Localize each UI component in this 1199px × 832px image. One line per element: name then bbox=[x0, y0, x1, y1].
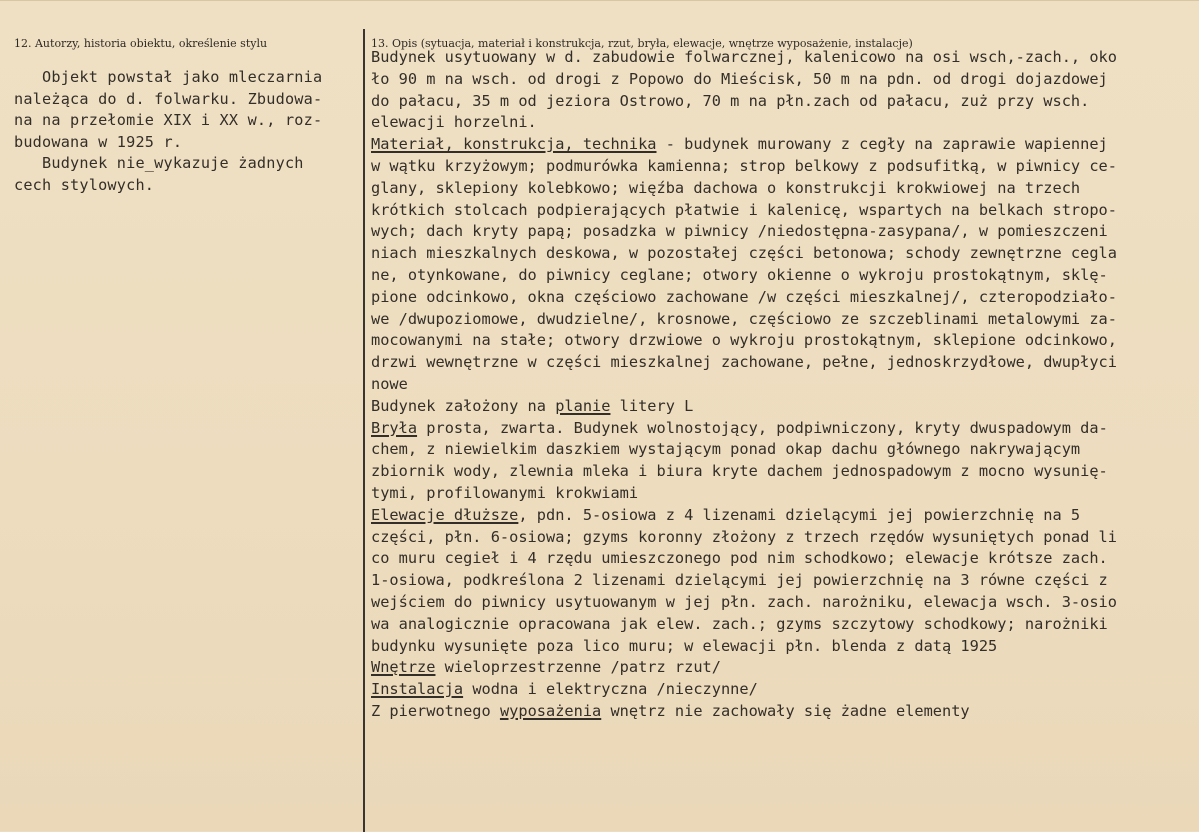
description-line bbox=[371, 287, 1199, 309]
text-segment: - budynek murowany z cegły na zaprawie wapiennej bbox=[656, 135, 1108, 154]
description-line bbox=[371, 200, 1199, 222]
description-line bbox=[371, 374, 1199, 396]
history-line: na na przełomie XIX i XX w., roz- bbox=[14, 111, 323, 129]
text-segment: Z pierwotnego bbox=[371, 701, 500, 720]
history-line: należąca do d. folwarku. Zbudowa- bbox=[14, 89, 323, 108]
underlined-heading: Wnętrze bbox=[371, 658, 436, 677]
underlined-heading: planie bbox=[555, 396, 611, 415]
description-line bbox=[371, 134, 1199, 156]
text-segment: co muru cegieł i 4 rzędu umieszczonego pod nim schodkowo; elewacje krótsze zach. bbox=[371, 549, 1108, 568]
description-line bbox=[371, 505, 1199, 527]
text-segment: budynku wysunięte poza lico muru; w elewacji płn. blenda z datą 1925 bbox=[371, 636, 998, 655]
description-line bbox=[371, 548, 1199, 570]
text-segment: pione odcinkowo, okna częściowo zachowane /w części mieszkalnej/, czteropodziało- bbox=[371, 287, 1117, 306]
description-line bbox=[371, 483, 1199, 505]
text-segment: wa analogicznie opracowana jak elew. zach.; gzyms szczytowy schodkowy; narożniki bbox=[371, 614, 1108, 633]
description-line bbox=[371, 439, 1199, 461]
description-line bbox=[371, 330, 1199, 352]
history-text bbox=[14, 67, 354, 196]
underlined-heading: Bryła bbox=[371, 418, 418, 437]
text-segment: wych; dach kryty papą; posadzka w piwnicy /niedostępna-zasypana/, w pomieszczeni bbox=[371, 222, 1108, 241]
text-segment: we /dwupoziomowe, dwudzielne/, krosnowe, częściowo ze szczeblinami metalowymi za- bbox=[371, 309, 1117, 328]
description-line bbox=[371, 418, 1199, 440]
text-segment: ło 90 m na wsch. od drogi z Popowo do Mieścisk, 50 m na pdn. od drogi dojazdowej bbox=[371, 69, 1108, 88]
history-line: budowana w 1925 r. bbox=[14, 132, 183, 151]
history-line: Budynek nie_wykazuje żadnych bbox=[14, 154, 304, 172]
description-line bbox=[371, 570, 1199, 592]
description-line bbox=[371, 657, 1199, 679]
description-line bbox=[371, 178, 1199, 200]
description-line bbox=[371, 636, 1199, 658]
text-segment: wieloprzestrzenne /patrz rzut/ bbox=[435, 658, 721, 677]
description-line bbox=[371, 679, 1199, 701]
text-segment: wnętrz nie zachowały się żadne elementy bbox=[601, 701, 970, 720]
text-segment: części, płn. 6-osiowa; gzyms koronny złożony z trzech rzędów wysuniętych ponad li bbox=[371, 527, 1117, 546]
description-line bbox=[371, 527, 1199, 549]
text-segment: zbiornik wody, zlewnia mleka i biura kryte dachem jednospadowym z mocno wysunię- bbox=[371, 462, 1108, 481]
description-line bbox=[371, 614, 1199, 636]
underlined-heading: wyposażenia bbox=[499, 701, 602, 720]
text-segment: nowe bbox=[371, 374, 408, 393]
history-line: cech stylowych. bbox=[14, 175, 155, 194]
description-line bbox=[371, 352, 1199, 374]
text-segment: tymi, profilowanymi krokwiami bbox=[371, 483, 639, 502]
description-line bbox=[371, 156, 1199, 178]
description-line bbox=[371, 91, 1199, 113]
underlined-heading: Instalacja bbox=[371, 680, 464, 699]
description-line bbox=[371, 69, 1199, 91]
text-segment: wodna i elektryczna /nieczynne/ bbox=[463, 680, 758, 699]
text-segment: ne, otynkowane, do piwnicy ceglane; otwory okienne o wykroju prostokątnym, sklę- bbox=[371, 265, 1108, 284]
text-segment: krótkich stolcach podpierających płatwie i kalenicę, wspartych na belkach stropo- bbox=[371, 200, 1117, 219]
column-divider bbox=[363, 29, 365, 832]
description-line bbox=[371, 47, 1199, 69]
text-segment: Budynek założony na bbox=[371, 396, 556, 415]
section-13-header: 13. Opis (sytuacja, materiał i konstrukcja, rzut, bryła, elewacje, wnętrze wyposażenie, instalacje) bbox=[371, 37, 913, 50]
text-segment: 1-osiowa, podkreślona 2 lizenami dzielącymi jej powierzchnię na 3 równe części z bbox=[371, 571, 1108, 590]
text-segment: glany, sklepiony kolebkowo; więźba dachowa o konstrukcji krokwiowej na trzech bbox=[371, 178, 1081, 197]
underlined-heading: Materiał, konstrukcja, technika bbox=[371, 135, 657, 154]
text-segment: w wątku krzyżowym; podmurówka kamienna; strop belkowy z podsufitką, w piwnicy ce- bbox=[371, 156, 1117, 175]
history-line: Objekt powstał jako mleczarnia bbox=[14, 68, 323, 86]
text-segment: wejściem do piwnicy usytuowanym w jej płn. zach. narożniku, elewacja wsch. 3-osio bbox=[371, 592, 1117, 611]
text-segment: do pałacu, 35 m od jeziora Ostrowo, 70 m na płn.zach od pałacu, zuż przy wsch. bbox=[371, 91, 1090, 110]
description-line bbox=[371, 265, 1199, 287]
text-segment: chem, z niewielkim daszkiem wystającym ponad okap dachu głównego nakrywającym bbox=[371, 440, 1081, 459]
description-line bbox=[371, 221, 1199, 243]
text-segment: niach mieszkalnych deskowa, w pozostałej części betonowa; schody zewnętrzne cegla bbox=[371, 244, 1117, 263]
description-line bbox=[371, 243, 1199, 265]
text-segment: drzwi wewnętrzne w części mieszkalnej zachowane, pełne, jednoskrzydłowe, dwupłyci bbox=[371, 353, 1117, 372]
description-line bbox=[371, 396, 1199, 418]
description-text bbox=[371, 47, 1199, 723]
description-line bbox=[371, 592, 1199, 614]
description-line bbox=[371, 309, 1199, 331]
section-12-header: 12. Autorzy, historia obiektu, określenie stylu bbox=[14, 37, 268, 50]
text-segment: Budynek usytuowany w d. zabudowie folwarcznej, kalenicowo na osi wsch,-zach., oko bbox=[371, 48, 1117, 66]
text-segment: mocowanymi na stałe; otwory drzwiowe o wykroju prostokątnym, sklepione odcinkowo, bbox=[371, 331, 1117, 350]
description-line bbox=[371, 112, 1199, 134]
text-segment: elewacji horzelni. bbox=[371, 113, 537, 132]
description-line bbox=[371, 461, 1199, 483]
description-line bbox=[371, 701, 1199, 723]
text-segment: litery L bbox=[610, 396, 694, 415]
text-segment: prosta, zwarta. Budynek wolnostojący, podpiwniczony, kryty dwuspadowym da- bbox=[417, 418, 1108, 437]
underlined-heading: Elewacje dłuższe bbox=[371, 505, 519, 524]
text-segment: , pdn. 5-osiowa z 4 lizenami dzielącymi jej powierzchnię na 5 bbox=[518, 505, 1081, 524]
